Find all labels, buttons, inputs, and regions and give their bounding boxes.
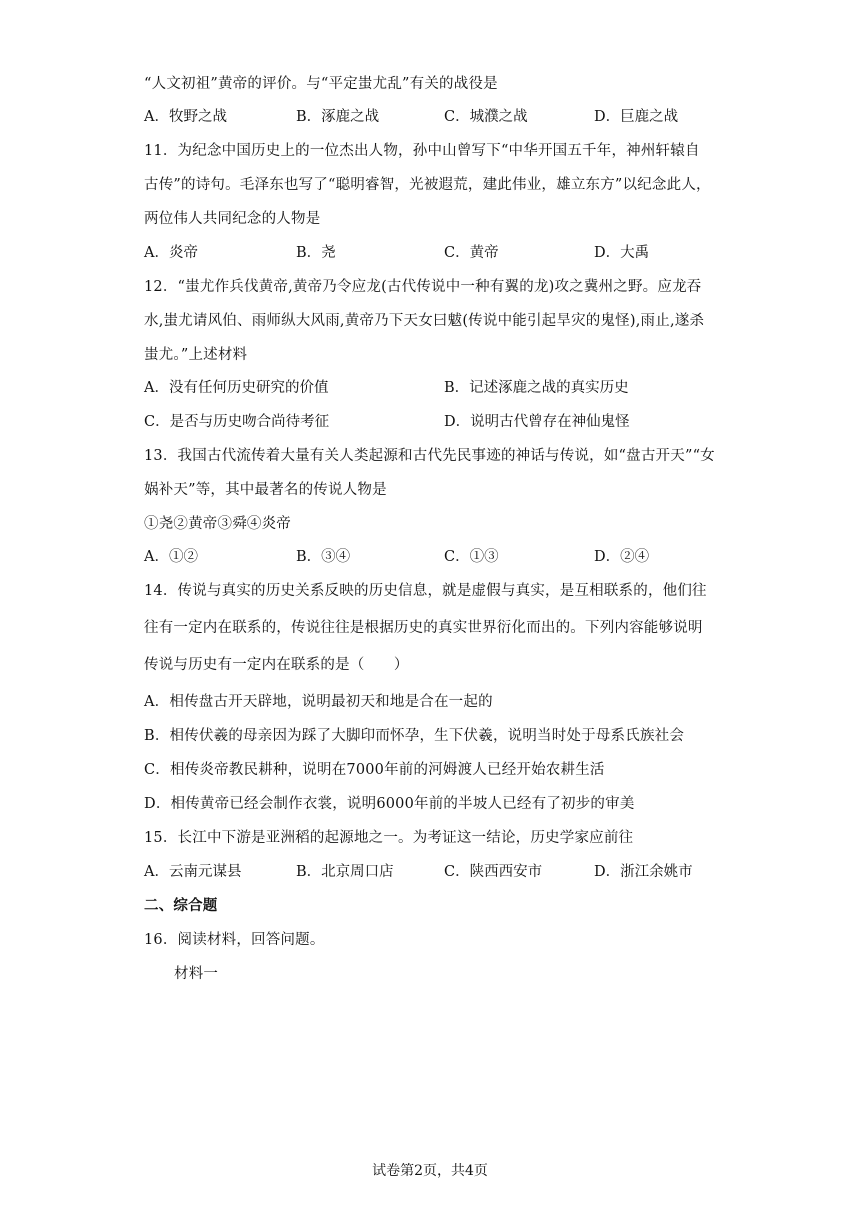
q10-stem-tail: “人文初祖”黄帝的评价。与“平定蚩尤乱”有关的战役是 [144,76,498,92]
q10-option-b: B．涿鹿之战 [296,109,380,125]
q10-option-a: A．牧野之战 [144,109,227,125]
q12-option-a: A．没有任何历史研究的价值 [144,380,329,396]
q10-option-d: D．巨鹿之战 [594,109,679,125]
q15-option-c: C．陕西西安市 [444,864,543,880]
q12-line-1: 12．“蚩尤作兵伐黄帝,黄帝乃令应龙(古代传说中一种有翼的龙)攻之冀州之野。应龙吞 [144,279,702,295]
q13-option-b: B．③④ [296,549,351,565]
q15-option-b: B．北京周口店 [296,864,394,880]
q12-line-2: 水,蚩尤请风伯、雨师纵大风雨,黄帝乃下天女曰魃(传说中能引起旱灾的鬼怪),雨止,遂杀 [144,313,705,329]
q13-line-2: 娲补天”等，其中最著名的传说人物是 [144,482,387,498]
q12-option-c: C．是否与历史吻合尚待考征 [144,414,330,430]
q12-option-b: B．记述涿鹿之战的真实历史 [444,380,629,396]
section-heading: 二、综合题 [144,897,218,914]
q12-option-d: D．说明古代曾存在神仙鬼怪 [444,414,630,430]
q13-line-3: ①尧②黄帝③舜④炎帝 [144,516,291,532]
q13-option-c: C．①③ [444,549,499,565]
q14-line-2: 往有一定内在联系的，传说往往是根据历史的真实世界衍化而出的。下列内容能够说明 [144,620,703,636]
q16-stem: 16．阅读材料，回答问题。 [144,932,325,948]
q11-option-c: C．黄帝 [444,245,499,261]
q14-option-d: D．相传黄帝已经会制作衣裳，说明6000年前的半坡人已经有了初步的审美 [144,796,635,812]
q15-option-d: D．浙江余姚市 [594,864,693,880]
q15-line-1: 15．长江中下游是亚洲稻的起源地之一。为考证这一结论，历史学家应前往 [144,830,634,846]
q11-line-2: 古传”的诗句。毛泽东也写了“聪明睿智，光被遐荒，建此伟业，雄立东方”以纪念此人， [144,177,711,193]
q13-option-a: A．①② [144,549,198,565]
q15-option-a: A．云南元谋县 [144,864,242,880]
q14-option-a: A．相传盘古开天辟地，说明最初天和地是合在一起的 [144,694,493,710]
q11-line-1: 11．为纪念中国历史上的一位杰出人物，孙中山曾写下“中华开国五千年，神州轩辕自 [144,143,700,159]
page-footer: 试卷第2页，共4页 [372,1163,488,1179]
q11-option-a: A．炎帝 [144,245,198,261]
q11-option-d: D．大禹 [594,245,650,261]
q11-line-3: 两位伟人共同纪念的人物是 [144,211,321,227]
q11-option-b: B．尧 [296,245,336,261]
q10-option-c: C．城濮之战 [444,109,528,125]
material-label: 材料一 [174,966,219,982]
q13-option-d: D．②④ [594,549,650,565]
q14-option-c: C．相传炎帝教民耕种，说明在7000年前的河姆渡人已经开始农耕生活 [144,762,605,778]
q12-line-3: 蚩尤。”上述材料 [144,347,248,363]
q14-line-1: 14．传说与真实的历史关系反映的历史信息，就是虚假与真实，是互相联系的，他们往 [144,583,707,599]
q14-option-b: B．相传伏羲的母亲因为踩了大脚印而怀孕，生下伏羲，说明当时处于母系氏族社会 [144,728,685,744]
q14-line-3: 传说与历史有一定内在联系的是（ ） [144,657,409,673]
q13-line-1: 13．我国古代流传着大量有关人类起源和古代先民事迹的神话与传说，如“盘古开天”“女 [144,448,715,464]
